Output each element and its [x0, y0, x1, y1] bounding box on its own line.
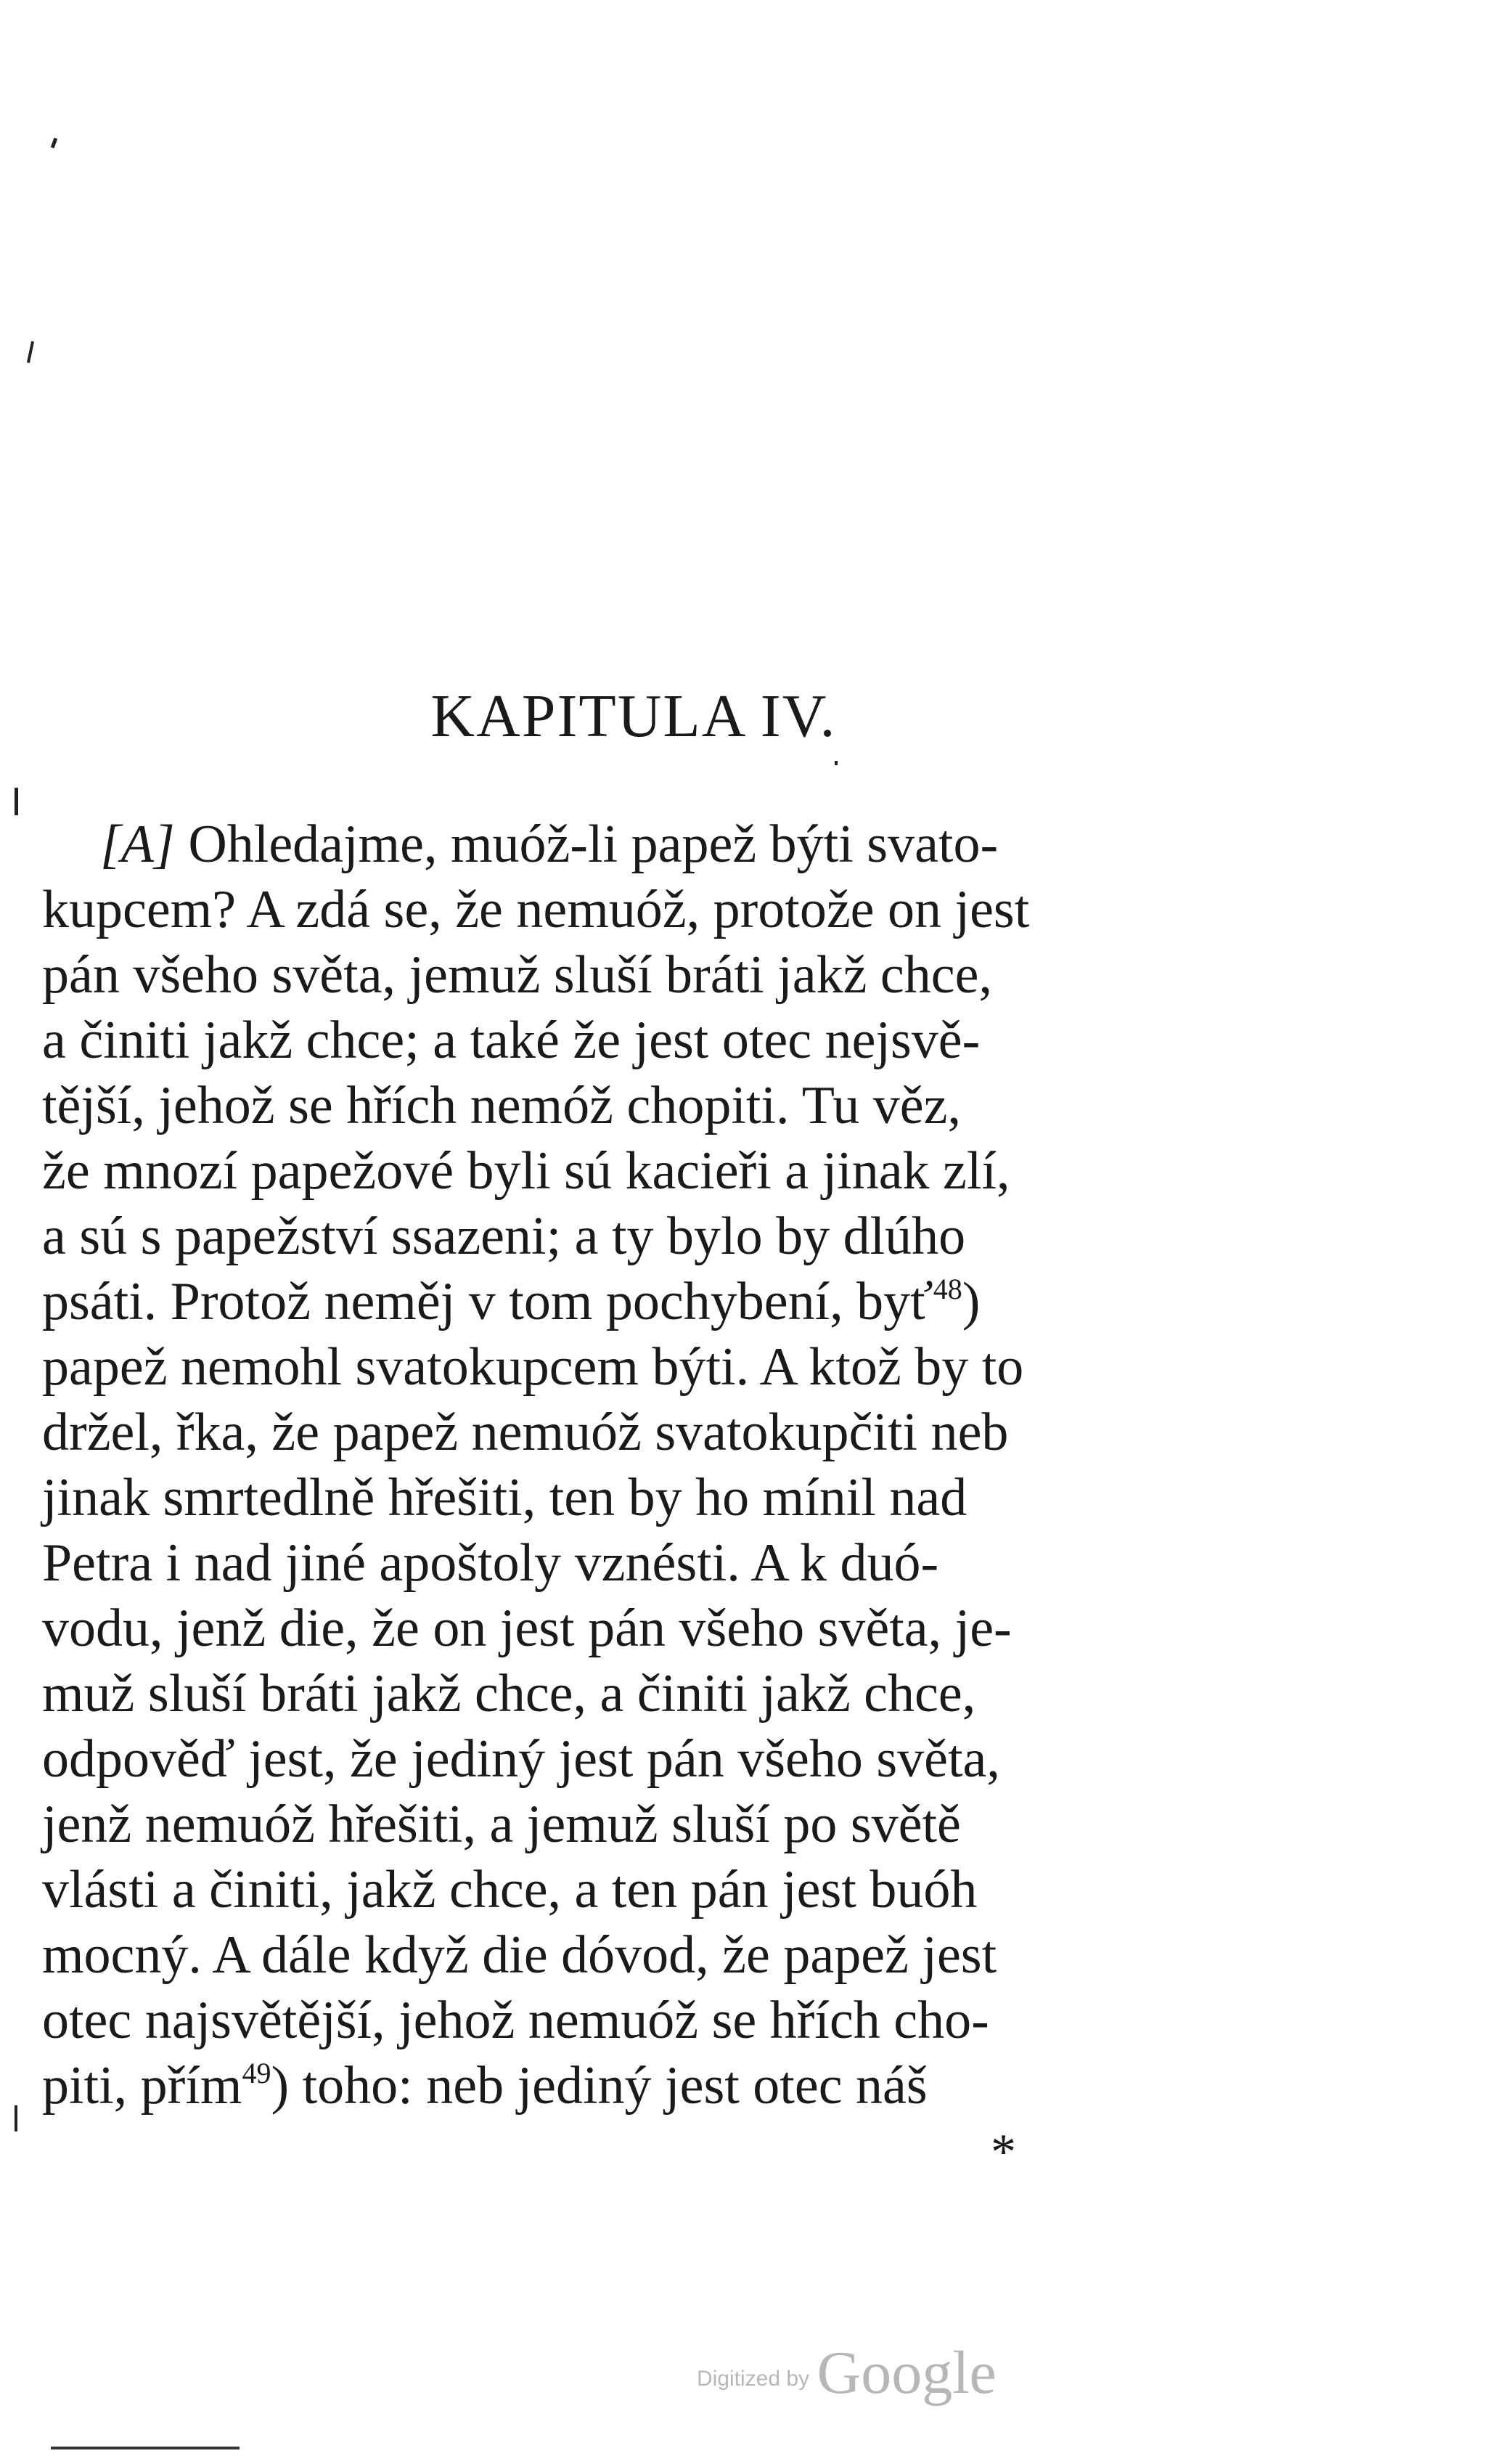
text-line: odpověď jest, že jediný jest pán všeho světa,	[42, 1729, 1000, 1789]
text-line: [A] Ohledajme, muóž-li papež býti svato-	[100, 815, 999, 874]
footnote-marker: 48	[933, 1273, 962, 1305]
text-line: pán všeho světa, jemuž sluší bráti jakž chce,	[42, 945, 992, 1005]
footnote-marker: 49	[242, 2057, 271, 2089]
google-logo: Google	[817, 2339, 997, 2407]
chapter-paragraph	[42, 812, 1160, 2118]
text-line: piti, přím$^{49}$) toho: neb jediný jest otec náš	[42, 2056, 928, 2116]
text-line: tější, jehož se hřích nemóž chopiti. Tu věz,	[42, 1076, 961, 1135]
chapter-heading: KAPITULA IV.	[430, 682, 837, 750]
text-line: a sú s papežství ssazeni; a ty bylo by dlúho	[42, 1207, 966, 1266]
digitized-watermark	[697, 2338, 997, 2408]
signature-mark: *	[991, 2124, 1016, 2180]
text-line: muž sluší bráti jakž chce, a činiti jakž chce,	[42, 1664, 976, 1723]
bottom-rule	[51, 2447, 240, 2449]
text-line: papež nemohl svatokupcem býti. A ktož by to	[42, 1337, 1024, 1397]
text-line: otec najsvětější, jehož nemuóž se hřích cho-	[42, 1991, 989, 2050]
text-line: že mnozí papežové byli sú kacieři a jinak zlí,	[42, 1141, 1010, 1201]
watermark-prefix: Digitized by	[697, 2367, 810, 2391]
text-line: jenž nemuóž hřešiti, a jemuž sluší po světě	[42, 1795, 961, 1854]
text-line: vlásti a činiti, jakž chce, a ten pán jest buóh	[42, 1860, 978, 1920]
text-line: a činiti jakž chce; a také že jest otec nejsvě-	[42, 1011, 981, 1070]
text-line: držel, řka, že papež nemuóž svatokupčiti neb	[42, 1403, 1009, 1462]
text-line: Petra i nad jiné apoštoly vznésti. A k duó-	[42, 1533, 939, 1593]
reference-label: [A]	[100, 815, 175, 874]
text-line: vodu, jenž die, že on jest pán všeho světa, je-	[42, 1599, 1012, 1658]
text-line: mocný. A dále když die dóvod, že papež jest	[42, 1925, 997, 1985]
text-line: jinak smrtedlně hřešiti, ten by ho mínil nad	[42, 1468, 968, 1527]
text-line: kupcem? A zdá se, že nemuóž, protože on jest	[42, 880, 1030, 939]
text-line: psáti. Protož neměj v tom pochybení, byť$^{48}$)	[42, 1272, 981, 1331]
